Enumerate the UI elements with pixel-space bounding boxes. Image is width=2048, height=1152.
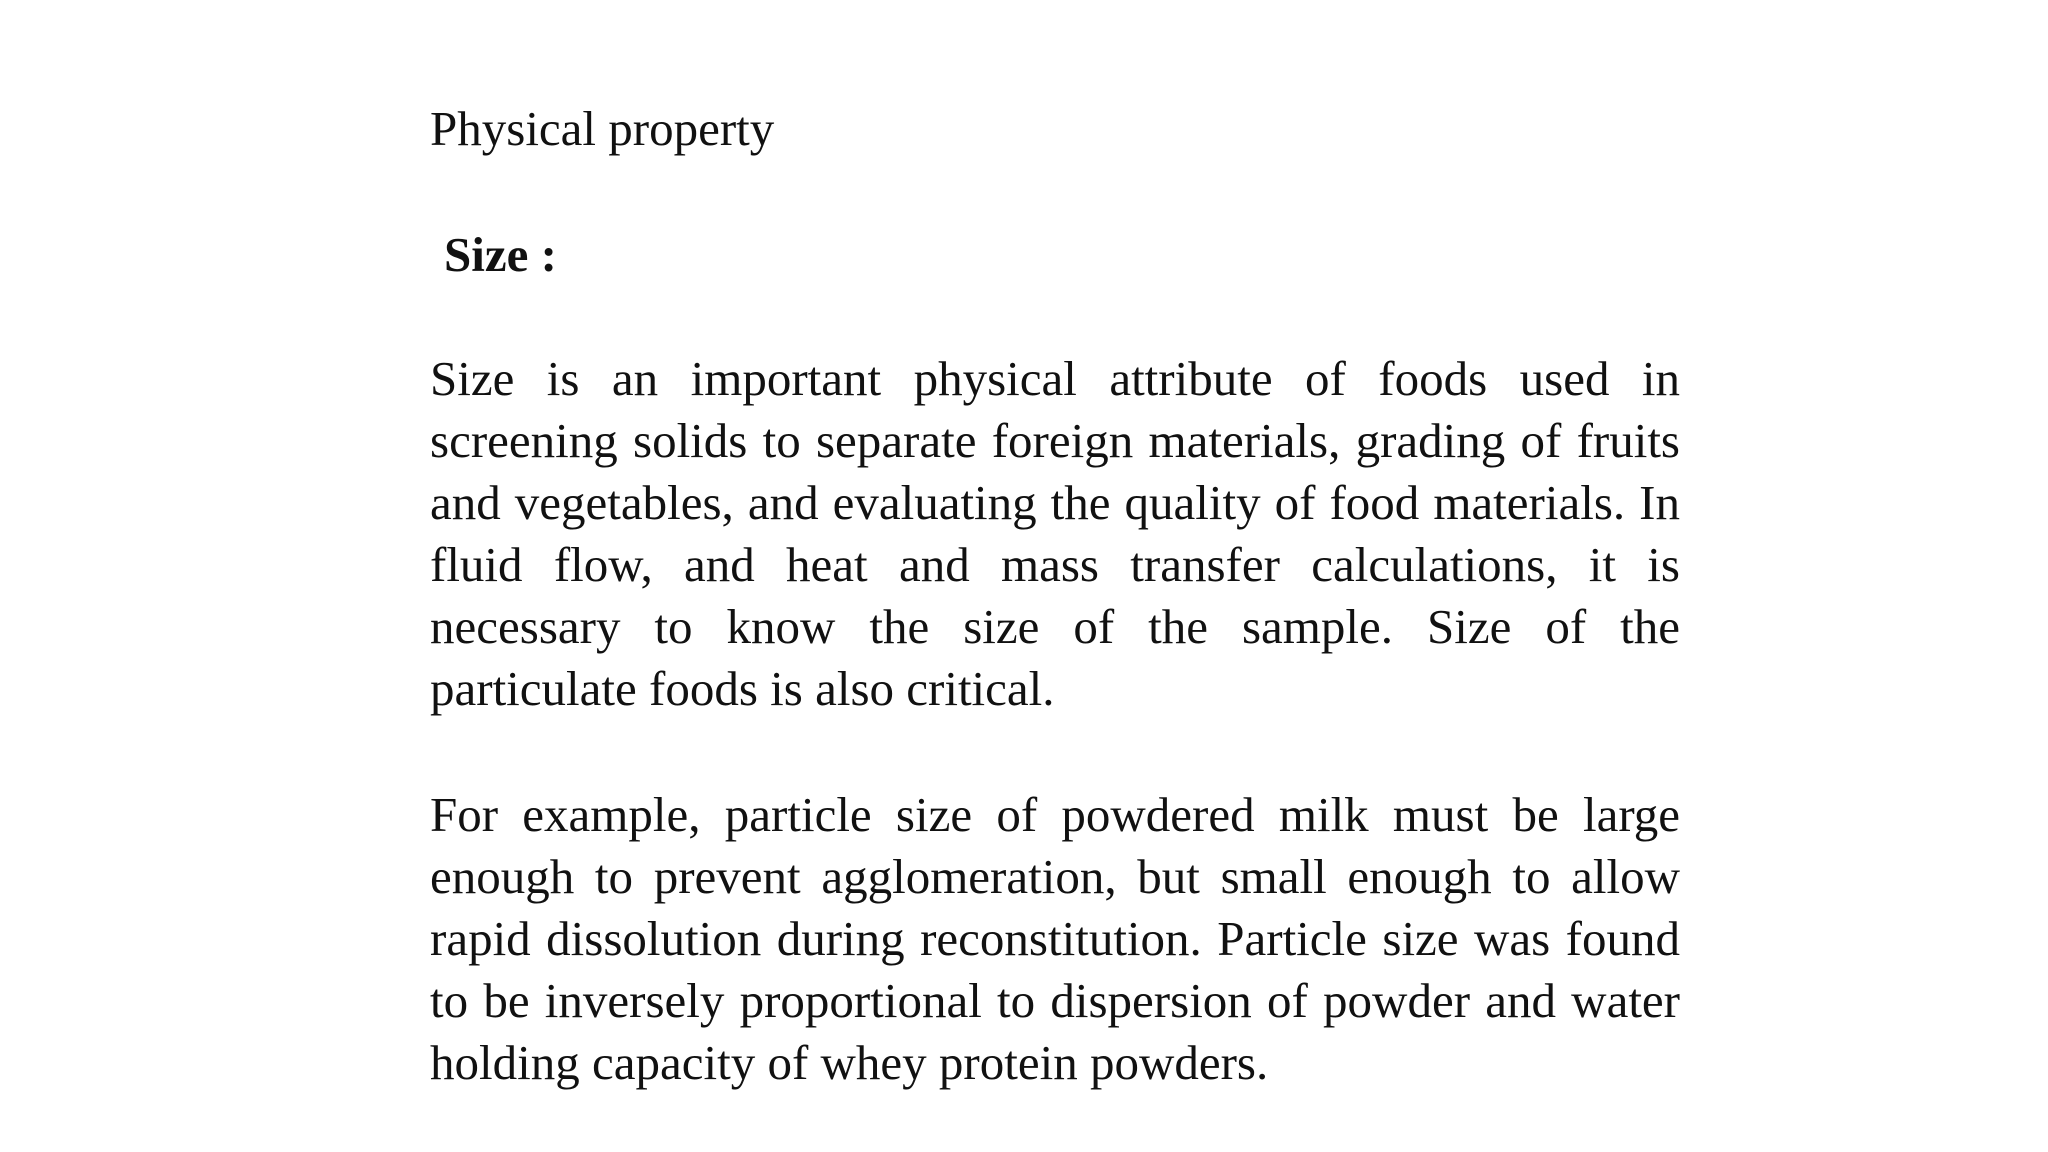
document-page: [430, 98, 1680, 1094]
section-heading-size: Size :: [444, 227, 557, 282]
document-title: Physical property: [430, 101, 775, 156]
paragraph-powdered-milk-example: For example, particle size of powdered milk must be large enough to prevent agglomeration, but small enough to allow rapid dissolution during reconstitution. Particle size was found to be inversely proportional to dispersion of powder and water holding capacity of whey protein powders.: [430, 787, 1680, 1090]
paragraph-size-importance: Size is an important physical attribute of foods used in screening solids to separate foreign materials, grading of fruits and vegetables, and evaluating the quality of food materials. In fluid flow, and heat and mass transfer calculations, it is necessary to know the size of the sample. Size of the particulate foods is also critical.: [430, 351, 1680, 716]
